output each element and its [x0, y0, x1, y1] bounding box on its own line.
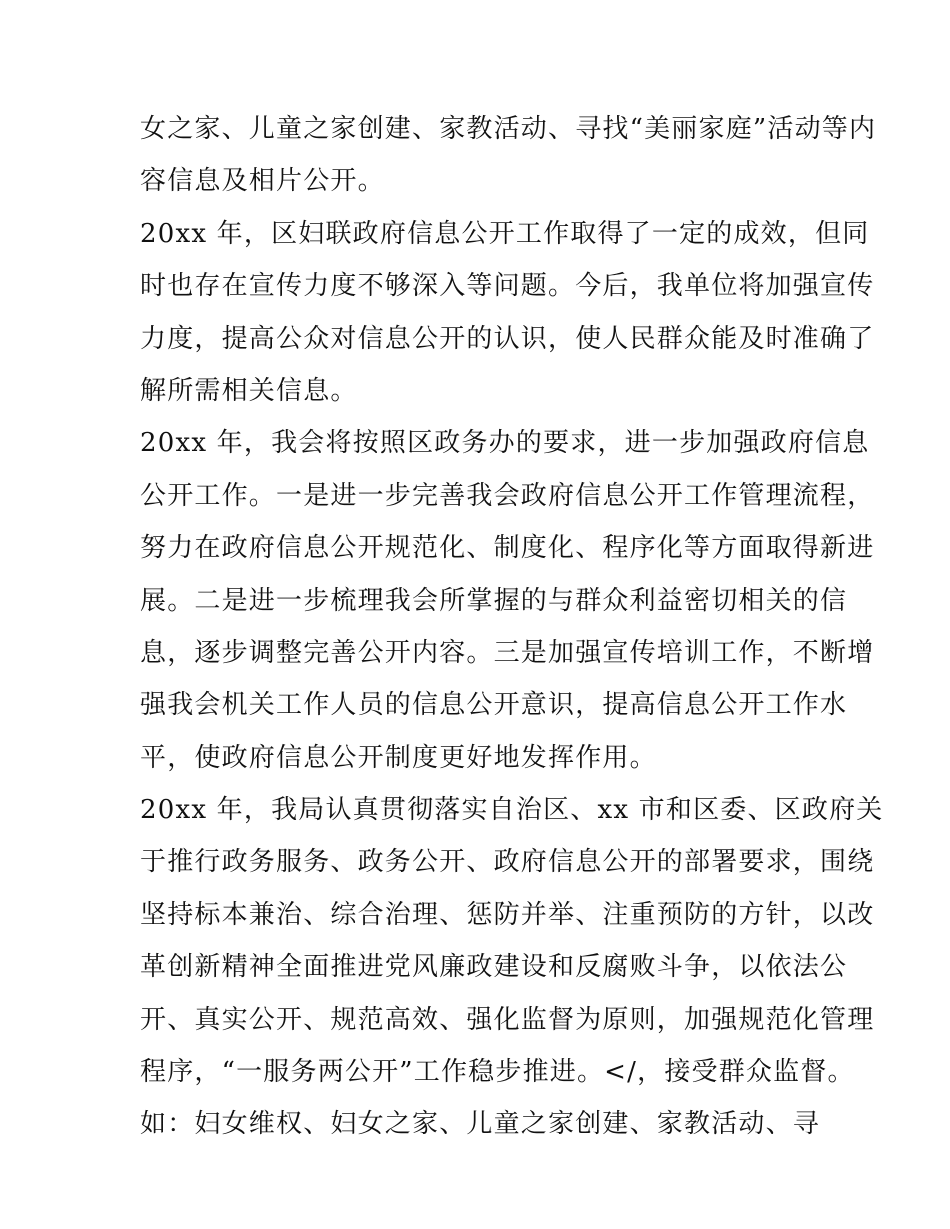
text-line: 容信息及相片公开。 [140, 166, 385, 197]
text-line: 如：妇女维权、妇女之家、儿童之家创建、家教活动、寻 [140, 1109, 821, 1140]
text-line: 开、真实公开、规范高效、强化监督为原则，加强规范化管理 [140, 1004, 875, 1035]
document-body [140, 103, 884, 1151]
text-line: 解所需相关信息。 [140, 375, 358, 406]
text-line: 女之家、儿童之家创建、家教活动、寻找“美丽家庭”活动等内 [140, 114, 877, 144]
text-line: 革创新精神全面推进党风廉政建设和反腐败斗争，以依法公 [140, 952, 848, 983]
text-line: 程序，“一服务两公开”工作稳步推进。</，接受群众监督。 [140, 1057, 855, 1088]
text-line: 坚持标本兼治、综合治理、惩防并举、注重预防的方针，以改 [140, 899, 875, 930]
text-line: 展。二是进一步梳理我会所掌握的与群众利益密切相关的信 [140, 585, 848, 616]
text-line: 20xx 年，我局认真贯彻落实自治区、xx 市和区委、区政府关 [140, 795, 884, 826]
text-line: 时也存在宣传力度不够深入等问题。今后，我单位将加强宣传 [140, 271, 875, 302]
text-line: 于推行政务服务、政务公开、政府信息公开的部署要求，围绕 [140, 847, 875, 878]
text-line: 息，逐步调整完善公开内容。三是加强宣传培训工作，不断增 [140, 637, 875, 668]
text-line: 强我会机关工作人员的信息公开意识，提高信息公开工作水 [140, 690, 848, 721]
text-line: 公开工作。一是进一步完善我会政府信息公开工作管理流程， [140, 480, 875, 511]
text-line: 力度，提高公众对信息公开的认识，使人民群众能及时准确了 [140, 323, 875, 354]
text-line: 20xx 年，区妇联政府信息公开工作取得了一定的成效，但同 [140, 218, 870, 249]
text-line: 努力在政府信息公开规范化、制度化、程序化等方面取得新进 [140, 533, 875, 564]
text-line: 20xx 年，我会将按照区政务办的要求，进一步加强政府信息 [140, 428, 870, 459]
text-line: 平，使政府信息公开制度更好地发挥作用。 [140, 742, 657, 773]
